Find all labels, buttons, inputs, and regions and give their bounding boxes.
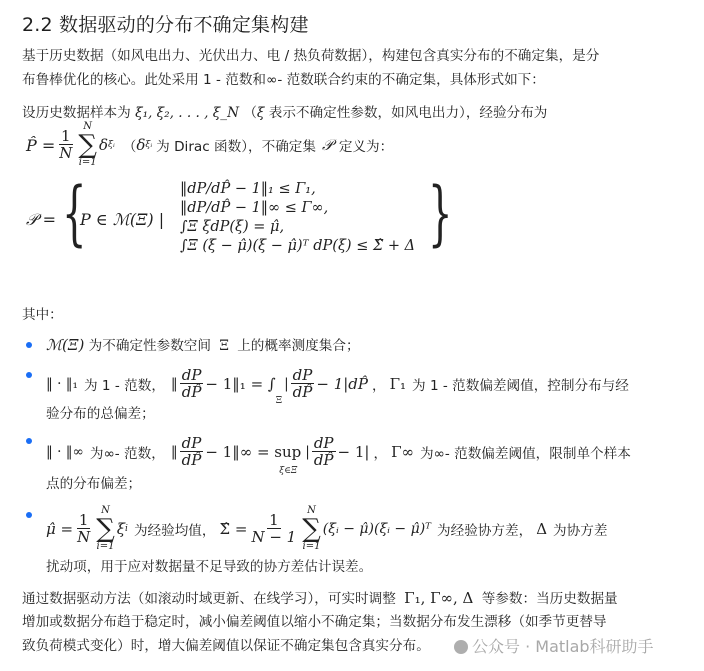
closing-line-2: 增加或数据分布趋于稳定时，减小偏差阈值以缩小不确定集；当数据分布发生漂移（如季节更替导	[22, 614, 607, 630]
constraint-list	[180, 180, 415, 256]
bullet-item-4-cont: 扰动项，用于应对数据量不足导致的协方差估计误差。	[46, 559, 373, 575]
bullet-icon	[26, 342, 32, 348]
constraint-4: ∫Ξ (ξ − μ̂)(ξ − μ̂)ᵀ dP(ξ) ≤ Σ̂ + Δ	[180, 238, 416, 254]
bullet-item-2: ‖ · ‖₁ 为 1 - 范数， ‖ $\frac{dP}{dP̂}$ − 1‖₁ = ∫ Ξ | $\frac{dP}{dP̂}$ − 1|dP̂ ， Γ₁ 为 1 - 范数偏差阈值，控制分布与经	[46, 365, 629, 406]
constraint-2: ‖dP/dP̂ − 1‖∞ ≤ Γ∞,	[180, 200, 329, 216]
bullet-item-2-cont: 验分布的总偏差；	[46, 406, 155, 422]
samples-line: 设历史数据样本为 ξ₁, ξ₂, . . . , ξ_N （ξ 表示不确定性参数，如风电出力），经验分布为	[22, 105, 548, 121]
closing-line-1: 通过数据驱动方法（如滚动时域更新、在线学习），可实时调整 Γ₁, Γ∞, Δ 等参数：当历史数据量	[22, 589, 618, 607]
bullet-icon	[26, 372, 32, 378]
intro-line-1: 基于历史数据（如风电出力、光伏出力、电 / 热负荷数据），构建包含真实分布的不确定集，是分	[22, 48, 600, 64]
bullet-icon	[26, 438, 32, 444]
bullet-icon	[26, 512, 32, 518]
bullet-item-3: ‖ · ‖∞ 为∞- 范数， ‖ $\frac{dP}{dP̂}$ − 1‖∞ = sup ξ∈Ξ | $\frac{dP}{dP̂}$ − 1| ， Γ∞ 为∞- 范数偏差阈值，限制单个样本	[46, 433, 631, 476]
constraint-3: ∫Ξ ξdP(ξ) = μ̂,	[180, 219, 285, 235]
bullet-item-3-cont: 点的分布偏差；	[46, 476, 142, 492]
left-brace: {	[62, 172, 87, 254]
sum-symbol: N ∑ i=1	[78, 121, 97, 168]
watermark: 公众号 · Matlab科研助手	[454, 634, 654, 657]
section-heading: 2.2 数据驱动的分布不确定集构建	[22, 14, 309, 36]
bullet-item-4: μ̂ = $\frac{1}{N}$ N ∑ i=1 ξ i 为经验均值， Σ̂ = $\frac{1}{N - 1}$ N ∑ i=1 (ξᵢ − μ̂)(ξᵢ − μ̂)ᵀ 为经验协方差， Δ 为协方差	[46, 505, 608, 552]
intro-line-2: 布鲁棒优化的核心。此处采用 1 - 范数和∞- 范数联合约束的不确定集，具体形式如下：	[22, 72, 545, 88]
empirical-formula: P̂ = $\frac{1}{N}$ N ∑ i=1 δ ξᵢ （ δ ξᵢ 为 Dirac 函数），不确定集 𝒫 定义为：	[26, 121, 394, 168]
bullet-item-1: ℳ(Ξ) 为不确定性参数空间 Ξ 上的概率测度集合；	[46, 336, 360, 354]
right-brace: }	[428, 172, 453, 254]
constraint-1: ‖dP/dP̂ − 1‖₁ ≤ Γ₁,	[180, 181, 316, 197]
article-page: 2.2 数据驱动的分布不确定集构建 基于历史数据（如风电出力、光伏出力、电 / 热负荷数据），构建包含真实分布的不确定集，是分 布鲁棒优化的核心。此处采用 1 - 范数和∞- 范数联合约束的不确定集，具体形式如下： 设历史数据样本为 ξ₁, ξ₂, . . . , ξ_N （ξ 表示不确定性参数，如风电出力），经验分布为 P̂ = $\frac{1}{N}$ N ∑ i=1 δ ξᵢ （ δ ξᵢ 为 Dirac 函数），不确定集 𝒫 定义为： 𝒫 = { P ∈ ℳ(Ξ) | ‖dP/dP̂ − 1‖₁ ≤ Γ₁, ‖dP/dP̂ − 1‖∞ ≤ Γ∞, ∫Ξ ξdP(ξ) = μ̂, ∫Ξ (ξ − μ̂)(ξ − μ̂)ᵀ dP(ξ) ≤ Σ̂ + Δ } 其中： ℳ(Ξ) 为不确定性参数空间 Ξ 上的概率测度集合； ‖ · ‖₁ 为 1 - 范数， ‖ $\frac{dP}{dP̂}$ − 1‖₁ = ∫ Ξ | $\frac{dP}{dP̂}$ − 1|dP̂ ， Γ₁ 为 1 - 范数偏差阈值，控制分布与经 验分布的总偏差； ‖ · ‖∞ 为∞- 范数， ‖ $\frac{dP}{dP̂}$ − 1‖∞ = sup ξ∈Ξ | $\frac{dP}{dP̂}$ − 1| ， Γ∞ 为∞- 范数偏差阈值，限制单个样本 点的分布偏差； μ̂ = $\frac{1}{N}$ N ∑ i=1 ξ i 为经验均值， Σ̂ = $\frac{1}{N - 1}$ N ∑ i=1 (ξᵢ − μ̂)(ξᵢ − μ̂)ᵀ 为经验协方差， Δ 为协方差 扰动项，用于应对数据量不足导致的协方差估计误差。 通过数据驱动方法（如滚动时域更新、在线学习），可实时调整 Γ₁, Γ∞, Δ 等参数：当历史数据量 增加或数据分布趋于稳定时，减小偏差阈值以缩小不确定集；当数据分布发生漂移（如季节更替导 致负荷模式变化）时，增大偏差阈值以保证不确定集包含真实分布。 公众号 · Matlab科研助手	[0, 0, 704, 671]
wechat-icon	[454, 640, 468, 654]
samples-math: ξ₁, ξ₂, . . . , ξ_N	[135, 105, 239, 121]
closing-line-3: 致负荷模式变化）时，增大偏差阈值以保证不确定集包含真实分布。	[22, 638, 430, 654]
where-label: 其中：	[22, 307, 63, 323]
